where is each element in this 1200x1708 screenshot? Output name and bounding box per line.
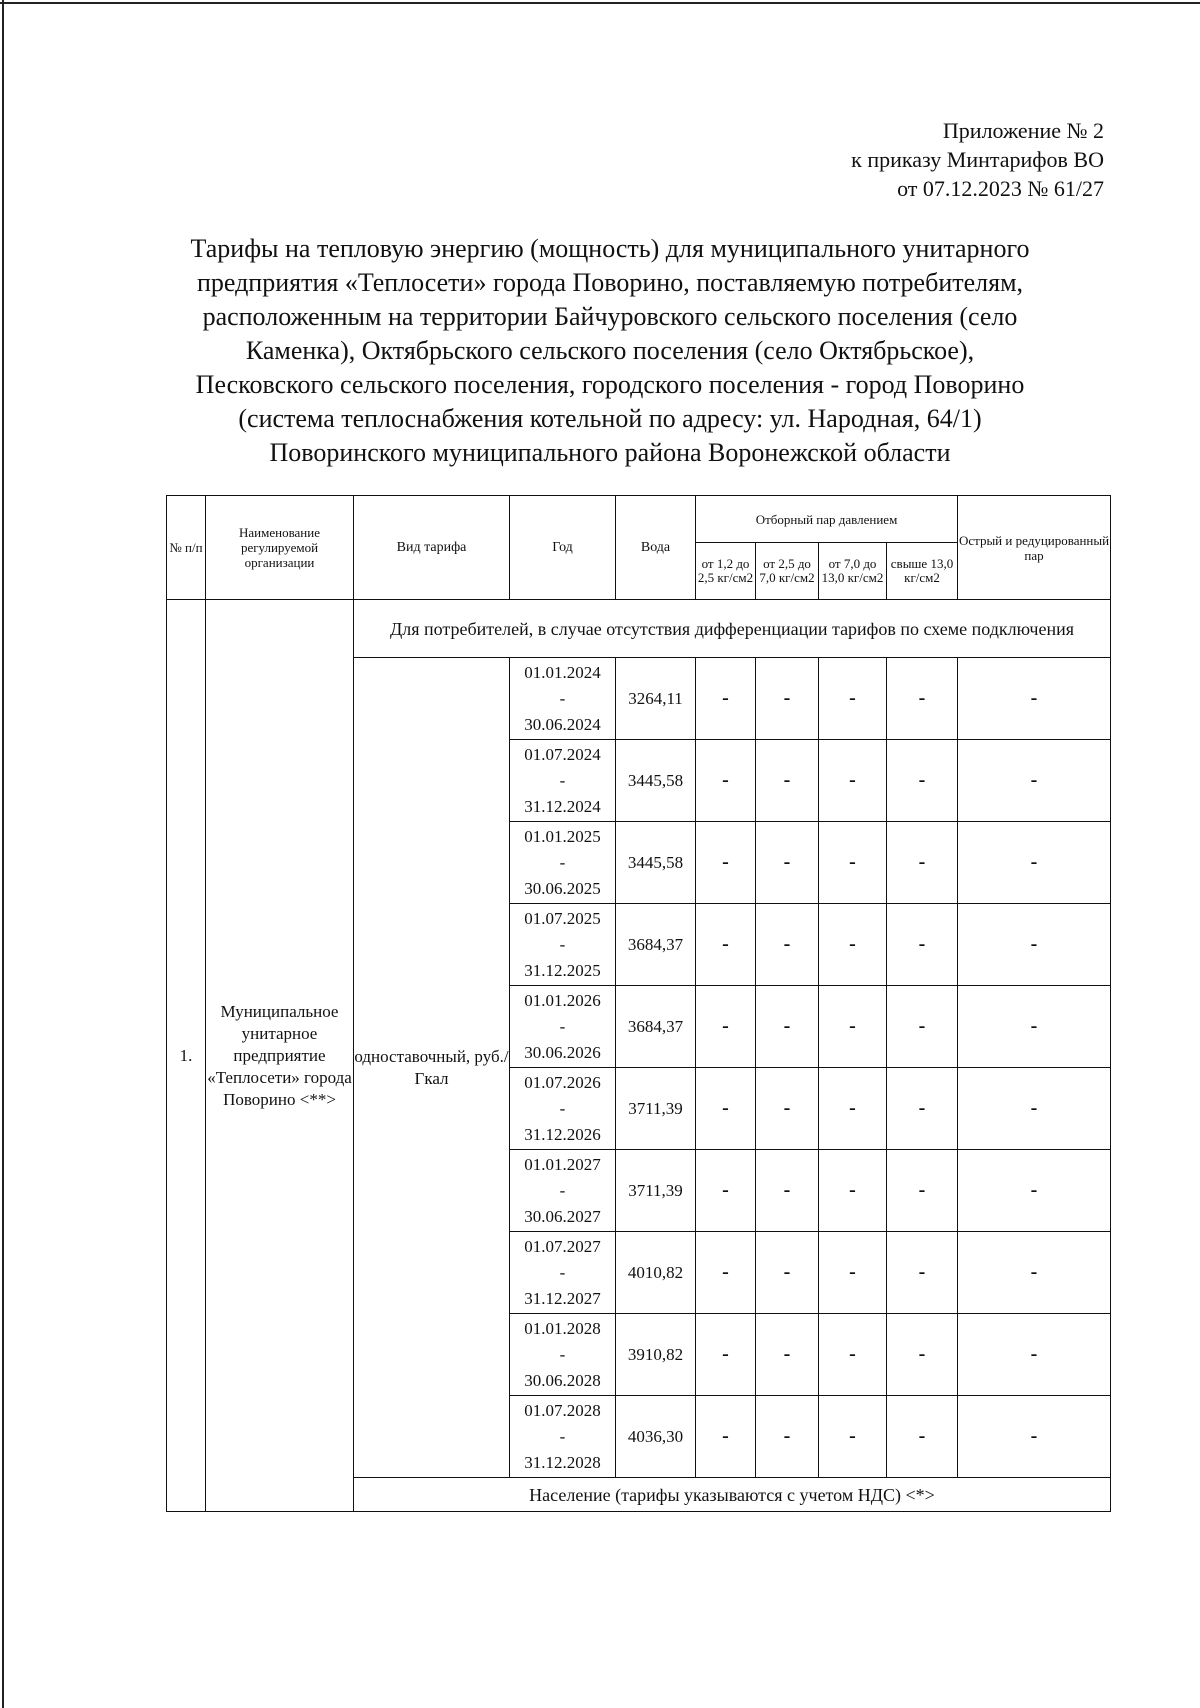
steam-tariff-s4: -: [887, 1396, 958, 1478]
period-cell: [510, 1150, 616, 1232]
header-steam-group: Отборный пар давлением: [696, 496, 958, 543]
period-separator: -: [559, 688, 566, 708]
steam-tariff-s4: -: [887, 1150, 958, 1232]
steam-tariff-s1: -: [696, 986, 756, 1068]
steam-tariff-s2: -: [756, 986, 819, 1068]
water-tariff: 3445,58: [616, 822, 696, 904]
steam-tariff-s2: -: [756, 904, 819, 986]
steam-tariff-s1: -: [696, 822, 756, 904]
period-separator: -: [559, 934, 566, 954]
steam-tariff-s3: -: [819, 740, 887, 822]
period-start: 01.01.2024: [524, 662, 601, 682]
title-line: расположенным на территории Байчуровского сельского поселения (село: [202, 302, 1018, 331]
period-start: 01.01.2028: [524, 1318, 601, 1338]
title-line: Каменка), Октябрьского сельского поселения (село Октябрьское),: [245, 336, 975, 365]
period-cell: [510, 1314, 616, 1396]
period-start: 01.07.2028: [524, 1400, 601, 1420]
title-line: Тарифы на тепловую энергию (мощность) для муниципального унитарного: [190, 234, 1030, 263]
steam-tariff-s3: -: [819, 822, 887, 904]
period-separator: -: [559, 1016, 566, 1036]
appendix-line-2: к приказу Минтарифов ВО: [851, 147, 1104, 172]
header-kind: Вид тарифа: [354, 496, 510, 600]
row-number: 1.: [167, 600, 206, 1512]
water-tariff: 3684,37: [616, 986, 696, 1068]
scan-edge-top: [0, 2, 1200, 4]
period-end: 30.06.2028: [524, 1370, 601, 1390]
steam-tariff-s2: -: [756, 1232, 819, 1314]
period-cell: [510, 1396, 616, 1478]
water-tariff: 3264,11: [616, 658, 696, 740]
water-tariff: 4010,82: [616, 1232, 696, 1314]
period-separator: -: [559, 1180, 566, 1200]
steam-tariff-s3: -: [819, 1232, 887, 1314]
period-start: 01.07.2025: [524, 908, 601, 928]
scan-edge-left: [2, 0, 4, 1708]
appendix-line-3: от 07.12.2023 № 61/27: [897, 176, 1104, 201]
steam-tariff-sharp: -: [958, 740, 1111, 822]
steam-tariff-s4: -: [887, 986, 958, 1068]
steam-tariff-s4: -: [887, 1068, 958, 1150]
header-year: Год: [510, 496, 616, 600]
period-cell: [510, 1068, 616, 1150]
title-line: Песковского сельского поселения, городского поселения - город Поворино: [195, 370, 1025, 399]
steam-tariff-s2: -: [756, 1068, 819, 1150]
period-end: 31.12.2027: [524, 1288, 601, 1308]
org-name: Муниципальное унитарное предприятие «Теплосети» города Поворино <**>: [206, 600, 354, 1512]
header-steam-2: от 2,5 до 7,0 кг/см2: [756, 543, 819, 600]
steam-tariff-s1: -: [696, 1396, 756, 1478]
water-tariff: 3445,58: [616, 740, 696, 822]
steam-tariff-s4: -: [887, 904, 958, 986]
period-cell: [510, 986, 616, 1068]
steam-tariff-s3: -: [819, 1150, 887, 1232]
steam-tariff-s4: -: [887, 822, 958, 904]
steam-tariff-s4: -: [887, 1232, 958, 1314]
tariff-table: [166, 495, 1111, 1512]
period-start: 01.07.2027: [524, 1236, 601, 1256]
water-tariff: 3684,37: [616, 904, 696, 986]
steam-tariff-s3: -: [819, 904, 887, 986]
appendix-reference: [851, 116, 1104, 203]
header-steam-1: от 1,2 до 2,5 кг/см2: [696, 543, 756, 600]
header-num: № п/п: [167, 496, 206, 600]
period-start: 01.01.2027: [524, 1154, 601, 1174]
steam-tariff-sharp: -: [958, 822, 1111, 904]
title-line: предприятия «Теплосети» города Поворино, поставляемую потребителям,: [196, 268, 1024, 297]
steam-tariff-sharp: -: [958, 1396, 1111, 1478]
steam-tariff-s2: -: [756, 740, 819, 822]
period-end: 31.12.2026: [524, 1124, 601, 1144]
water-tariff: 4036,30: [616, 1396, 696, 1478]
steam-tariff-sharp: -: [958, 904, 1111, 986]
period-start: 01.01.2025: [524, 826, 601, 846]
steam-tariff-s1: -: [696, 658, 756, 740]
appendix-line-1: Приложение № 2: [942, 118, 1104, 143]
period-separator: -: [559, 1426, 566, 1446]
steam-tariff-s2: -: [756, 1150, 819, 1232]
steam-tariff-sharp: -: [958, 1232, 1111, 1314]
steam-tariff-sharp: -: [958, 986, 1111, 1068]
steam-tariff-s1: -: [696, 1068, 756, 1150]
period-separator: -: [559, 852, 566, 872]
steam-tariff-s3: -: [819, 1068, 887, 1150]
steam-tariff-s3: -: [819, 986, 887, 1068]
steam-tariff-s1: -: [696, 1150, 756, 1232]
document-title: [130, 232, 1090, 470]
steam-tariff-s2: -: [756, 822, 819, 904]
period-separator: -: [559, 770, 566, 790]
footer-section-title: Население (тарифы указываются с учетом НДС) <*>: [354, 1478, 1111, 1512]
steam-tariff-s4: -: [887, 658, 958, 740]
steam-tariff-sharp: -: [958, 658, 1111, 740]
steam-tariff-s4: -: [887, 740, 958, 822]
steam-tariff-s1: -: [696, 1314, 756, 1396]
period-separator: -: [559, 1262, 566, 1282]
section-title: Для потребителей, в случае отсутствия дифференциации тарифов по схеме подключения: [354, 600, 1111, 658]
period-end: 30.06.2026: [524, 1042, 601, 1062]
period-end: 30.06.2025: [524, 878, 601, 898]
water-tariff: 3910,82: [616, 1314, 696, 1396]
header-steam-3: от 7,0 до 13,0 кг/см2: [819, 543, 887, 600]
period-end: 30.06.2027: [524, 1206, 601, 1226]
period-start: 01.07.2026: [524, 1072, 601, 1092]
steam-tariff-s2: -: [756, 1314, 819, 1396]
period-start: 01.07.2024: [524, 744, 601, 764]
steam-tariff-s3: -: [819, 658, 887, 740]
period-end: 30.06.2024: [524, 714, 601, 734]
steam-tariff-s3: -: [819, 1396, 887, 1478]
section-row: [167, 600, 1111, 658]
period-cell: [510, 822, 616, 904]
water-tariff: 3711,39: [616, 1068, 696, 1150]
steam-tariff-sharp: -: [958, 1150, 1111, 1232]
period-separator: -: [559, 1344, 566, 1364]
steam-tariff-s1: -: [696, 904, 756, 986]
steam-tariff-s3: -: [819, 1314, 887, 1396]
steam-tariff-s2: -: [756, 658, 819, 740]
header-sharp-steam: Острый и редуцированный пар: [958, 496, 1111, 600]
period-end: 31.12.2028: [524, 1452, 601, 1472]
header-steam-4: свыше 13,0 кг/см2: [887, 543, 958, 600]
header-org: Наименование регулируемой организации: [206, 496, 354, 600]
period-start: 01.01.2026: [524, 990, 601, 1010]
steam-tariff-sharp: -: [958, 1314, 1111, 1396]
steam-tariff-s1: -: [696, 1232, 756, 1314]
period-cell: [510, 658, 616, 740]
title-line: (система теплоснабжения котельной по адресу: ул. Народная, 64/1): [238, 404, 982, 433]
steam-tariff-sharp: -: [958, 1068, 1111, 1150]
period-cell: [510, 904, 616, 986]
steam-tariff-s4: -: [887, 1314, 958, 1396]
steam-tariff-s2: -: [756, 1396, 819, 1478]
period-end: 31.12.2025: [524, 960, 601, 980]
table-header-row: [167, 496, 1111, 543]
steam-tariff-s1: -: [696, 740, 756, 822]
period-cell: [510, 740, 616, 822]
period-cell: [510, 1232, 616, 1314]
period-end: 31.12.2024: [524, 796, 601, 816]
period-separator: -: [559, 1098, 566, 1118]
title-line: Поворинского муниципального района Воронежской области: [269, 438, 951, 467]
header-water: Вода: [616, 496, 696, 600]
tariff-kind: одноставочный, руб./Гкал: [354, 658, 510, 1478]
water-tariff: 3711,39: [616, 1150, 696, 1232]
